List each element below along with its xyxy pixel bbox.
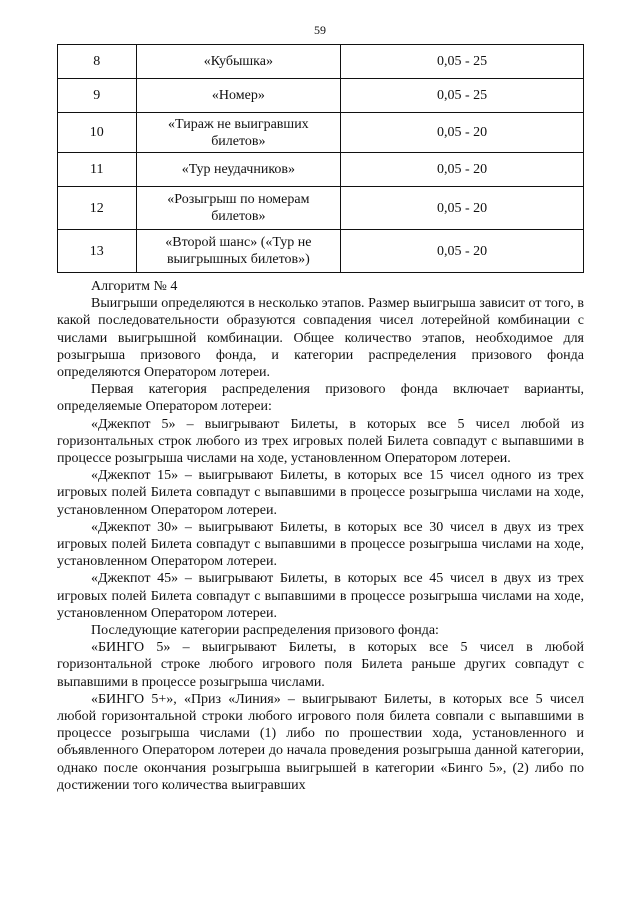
row-number: 9: [58, 79, 137, 113]
paragraph-jackpot-30: «Джекпот 30» – выигрывают Билеты, в которых все 30 чисел в двух из трех игровых полей Билета совпадут с выпавшими в процессе розыгрыша числами на ходе, установленном Оператором лотереи.: [57, 519, 584, 570]
category-name: «Кубышка»: [136, 45, 341, 79]
document-body: [57, 278, 584, 794]
percent-range: 0,05 - 20: [341, 187, 584, 230]
percent-range: 0,05 - 20: [341, 113, 584, 153]
percent-range: 0,05 - 25: [341, 79, 584, 113]
row-number: 11: [58, 153, 137, 187]
paragraph-subsequent-categories: Последующие категории распределения призового фонда:: [91, 623, 439, 639]
table-row: [58, 153, 584, 187]
row-number: 12: [58, 187, 137, 230]
prize-category-table: [57, 44, 584, 273]
algorithm-heading: Алгоритм № 4: [91, 279, 178, 294]
page-number: 59: [314, 23, 326, 37]
paragraph-bingo-5-plus: «БИНГО 5+», «Приз «Линия» – выигрывают Билеты, в которых все 5 чисел любой горизонтальной строки любого игрового поля билета совпали с выпавшими в процессе розыгрыша числами (1) либо по прошествии хода, установленного и объявленного Оператором лотереи до начала проведения розыгрыша данной категории, однако после окончания розыгрыша выигрышей в категории «Бинго 5», (2) либо по достижении того количества выигравших: [57, 691, 584, 793]
paragraph-jackpot-15: «Джекпот 15» – выигрывают Билеты, в которых все 15 чисел одного из трех игровых полей Билета совпадут с выпавшими в процессе розыгрыша числами на ходе, установленном Оператором лотереи.: [57, 468, 584, 518]
category-name: «Тираж не выигравших билетов»: [136, 113, 341, 153]
category-name: «Тур неудачников»: [136, 153, 341, 187]
category-name: «Второй шанс» («Тур не выигрышных билетов»): [136, 230, 341, 273]
paragraph-jackpot-5: «Джекпот 5» – выигрывают Билеты, в которых все 5 чисел любой из горизонтальных строк любого из трех игровых полей Билета совпадут с выпавшими в процессе розыгрыша числами на ходе, установленном Оператором лотереи.: [57, 416, 584, 467]
table-row: [58, 187, 584, 230]
percent-range: 0,05 - 20: [341, 153, 584, 187]
table-row: [58, 230, 584, 273]
paragraph-stages: Выигрыши определяются в несколько этапов. Размер выигрыша зависит от того, в какой последовательности образуются совпадения чисел лотерейной комбинации с числами выигрышной комбинации. Общее количество этапов, необходимое для розыгрыша призового фонда, и категории распределения призового фонда определяются Оператором лотереи.: [57, 296, 584, 381]
percent-range: 0,05 - 20: [341, 230, 584, 273]
row-number: 13: [58, 230, 137, 273]
table-row: [58, 113, 584, 153]
table-row: [58, 79, 584, 113]
category-name: «Розыгрыш по номерам билетов»: [136, 187, 341, 230]
row-number: 8: [58, 45, 137, 79]
category-name: «Номер»: [136, 79, 341, 113]
table-row: [58, 45, 584, 79]
percent-range: 0,05 - 25: [341, 45, 584, 79]
paragraph-first-category: Первая категория распределения призового фонда включает варианты, определяемые Оператором лотереи:: [57, 382, 584, 415]
row-number: 10: [58, 113, 137, 153]
paragraph-jackpot-45: «Джекпот 45» – выигрывают Билеты, в которых все 45 чисел в двух из трех игровых полей Билета совпадут с выпавшими в процессе розыгрыша числами на ходе, установленном Оператором лотереи.: [57, 571, 584, 621]
paragraph-bingo-5: «БИНГО 5» – выигрывают Билеты, в которых все 5 чисел в любой горизонтальной строке любого игрового поля Билета раньше других совпадут с выпавшими в процессе розыгрыша числами.: [57, 640, 584, 690]
